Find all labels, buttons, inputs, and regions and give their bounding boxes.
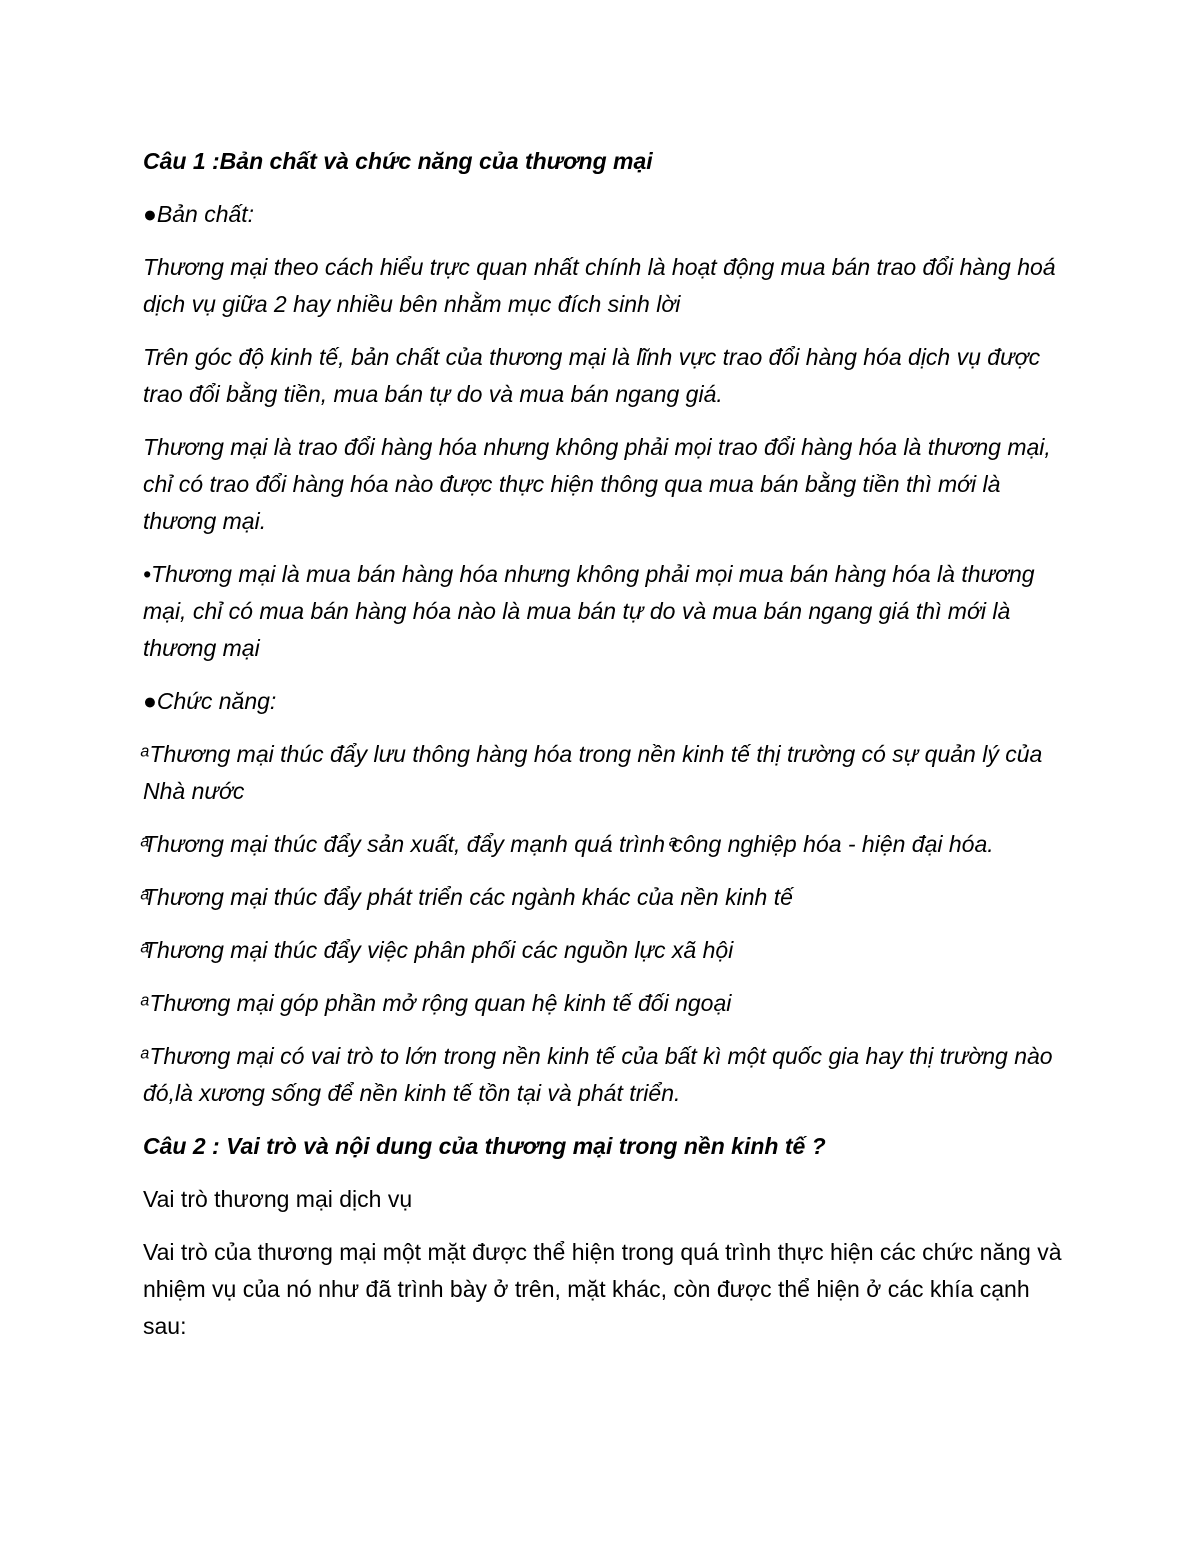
question-2-heading: Câu 2 : Vai trò và nội dung của thương mại trong nền kinh tế ? <box>143 1133 826 1159</box>
chuc-nang-label: ●Chức năng: <box>143 688 277 714</box>
function-item-5: ͣ Thương mại góp phần mở rộng quan hệ kinh tế đối ngoại <box>143 990 732 1016</box>
function-item-3: ͣThương mại thúc đẩy phát triển các ngành khác của nền kinh tế <box>143 884 793 910</box>
function-item-4: ͣThương mại thúc đẩy việc phân phối các nguồn lực xã hội <box>143 937 734 963</box>
function-item-6: ͣ Thương mại có vai trò to lớn trong nền kinh tế của bất kì một quốc gia hay thị trường nào đó,là xương sống để nền kinh tế tồn tại và phát triển. <box>143 1043 1053 1106</box>
paragraph-3: Thương mại là trao đổi hàng hóa nhưng không phải mọi trao đổi hàng hóa là thương mại, chỉ có trao đổi hàng hóa nào được thực hiện thông qua mua bán bằng tiền thì mới là thương mại. <box>143 434 1051 534</box>
function-item-1: ͣ Thương mại thúc đẩy lưu thông hàng hóa trong nền kinh tế thị trường có sự quản lý của Nhà nước <box>143 741 1043 804</box>
paragraph-2: Trên góc độ kinh tế, bản chất của thương mại là lĩnh vực trao đổi hàng hóa dịch vụ được trao đổi bằng tiền, mua bán tự do và mua bán ngang giá. <box>143 344 1041 407</box>
paragraph-4: •Thương mại là mua bán hàng hóa nhưng không phải mọi mua bán hàng hóa là thương mại, chỉ có mua bán hàng hóa nào là mua bán tự do và mua bán ngang giá thì mới là thương mại <box>143 561 1035 661</box>
question-1-heading: Câu 1 :Bản chất và chức năng của thương mại <box>143 148 653 174</box>
document-body <box>143 143 1063 1361</box>
vai-tro-paragraph: Vai trò của thương mại một mặt được thể hiện trong quá trình thực hiện các chức năng và nhiệm vụ của nó như đã trình bày ở trên, mặt khác, còn được thể hiện ở các khía cạnh sau: <box>143 1239 1062 1339</box>
paragraph-1: Thương mại theo cách hiểu trực quan nhất chính là hoạt động mua bán trao đổi hàng hoá dịch vụ giữa 2 hay nhiều bên nhằm mục đích sinh lời <box>143 254 1056 317</box>
vai-tro-title: Vai trò thương mại dịch vụ <box>143 1186 413 1212</box>
function-item-2: ͣThương mại thúc đẩy sản xuất, đẩy mạnh quá trình ͣcông nghiệp hóa - hiện đại hóa. <box>143 831 994 857</box>
ban-chat-label: ●Bản chất: <box>143 201 255 227</box>
